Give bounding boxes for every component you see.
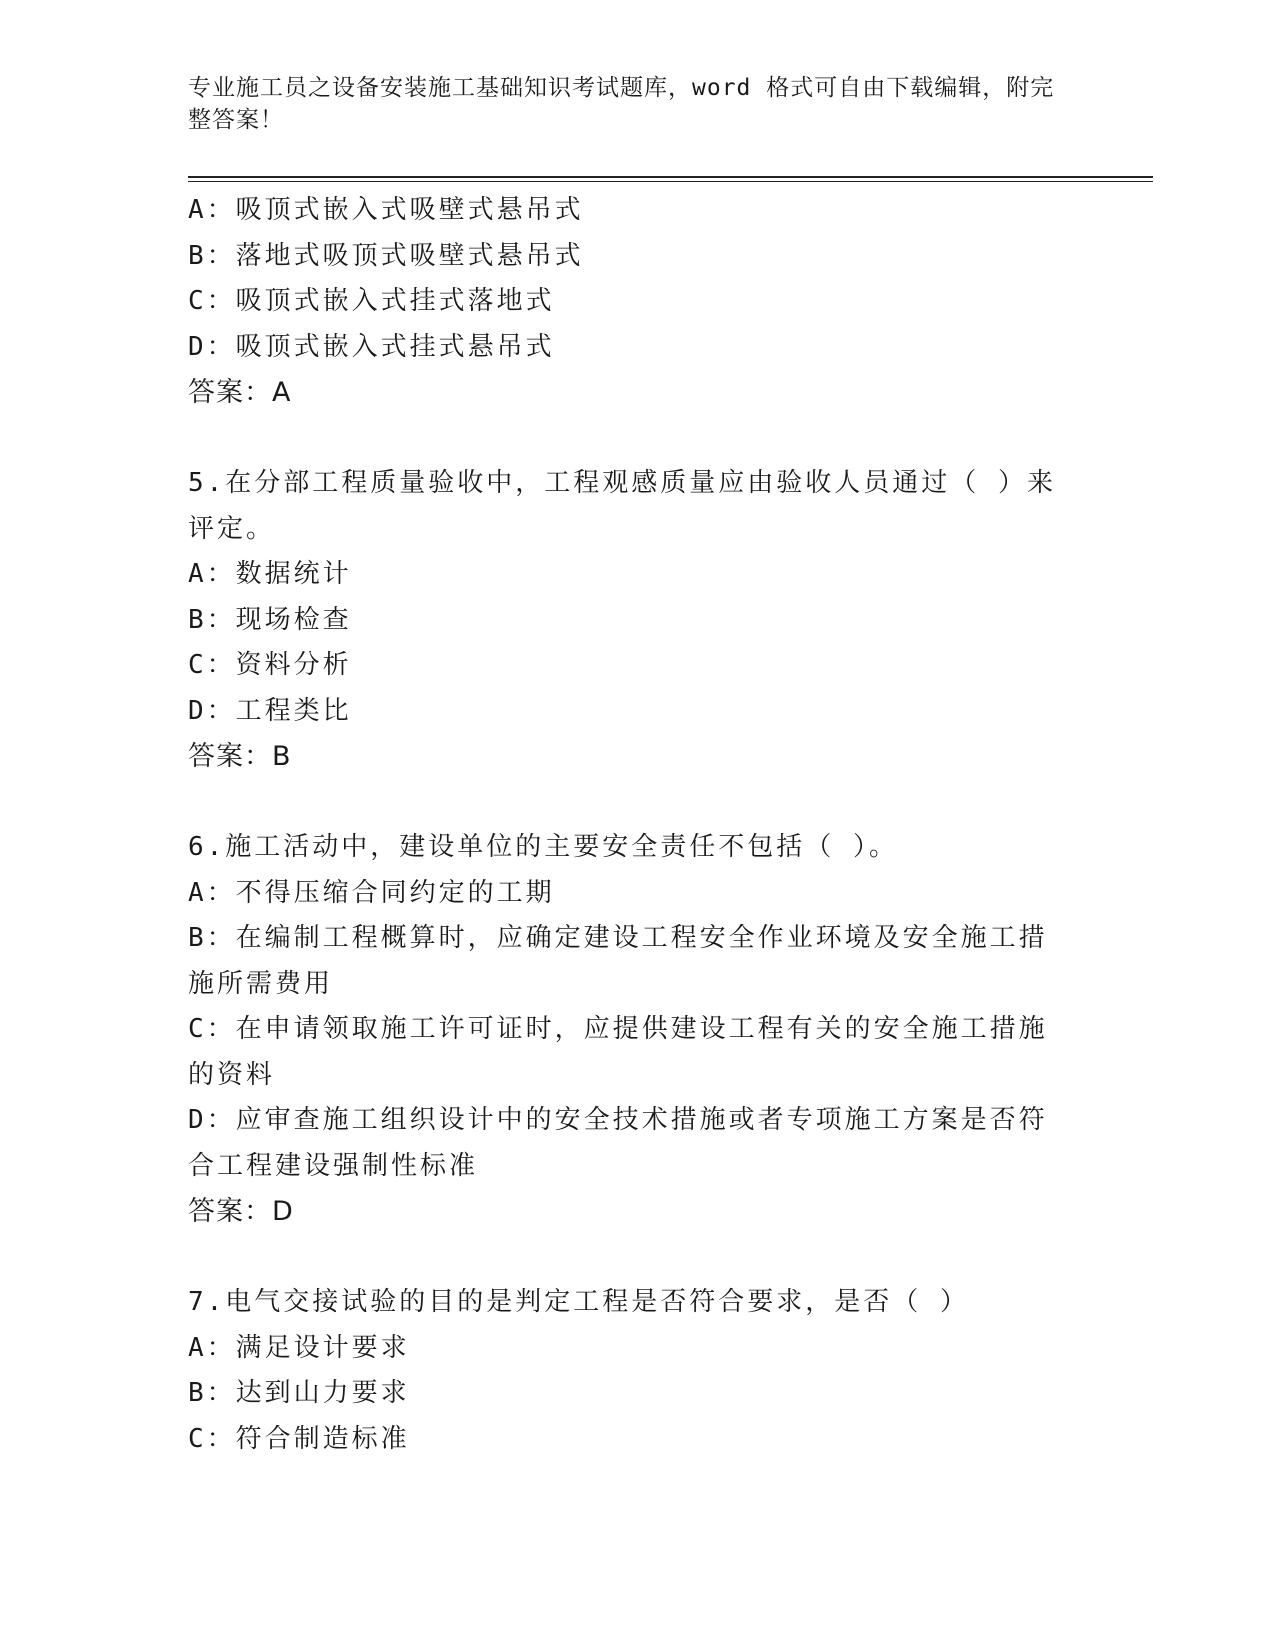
document-header: [188, 72, 1068, 136]
spacer: [188, 416, 1068, 462]
option-c: C：符合制造标准: [188, 1423, 410, 1454]
question-4: [188, 188, 1068, 416]
question-6: [188, 825, 1068, 1235]
option-c: C：在申请领取施工许可证时，应提供建设工程有关的安全施工措施的资料: [188, 1014, 1048, 1090]
option-b: B：在编制工程概算时，应确定建设工程安全作业环境及安全施工措施所需费用: [188, 923, 1048, 999]
option-d: D：应审查施工组织设计中的安全技术措施或者专项施工方案是否符合工程建设强制性标准: [188, 1105, 1048, 1181]
question-list: [188, 188, 1068, 1462]
option-b: B：现场检查: [188, 604, 352, 635]
question-5: [188, 461, 1068, 780]
option-c: C：吸顶式嵌入式挂式落地式: [188, 286, 555, 316]
option-d: D：工程类比: [188, 695, 352, 726]
question-7: [188, 1280, 1068, 1462]
option-c: C：资料分析: [188, 650, 352, 680]
question-text: 5.在分部工程质量验收中，工程观感质量应由验收人员通过（ ）来评定。: [188, 468, 1056, 544]
question-text: 7.电气交接试验的目的是判定工程是否符合要求，是否（ ）: [188, 1287, 969, 1317]
option-a: A：不得压缩合同约定的工期: [188, 877, 555, 908]
option-d: D：吸顶式嵌入式挂式悬吊式: [188, 331, 555, 362]
question-text: 6.施工活动中，建设单位的主要安全责任不包括（ ）。: [188, 832, 898, 862]
header-divider-thin: [188, 181, 1153, 182]
option-a: A：满足设计要求: [188, 1332, 410, 1363]
option-a: A：数据统计: [188, 559, 352, 589]
option-a: A：吸顶式嵌入式吸壁式悬吊式: [188, 195, 584, 225]
spacer: [188, 1235, 1068, 1281]
header-title: 专业施工员之设备安装施工基础知识考试题库，word 格式可自由下载编辑，附完整答案！: [188, 75, 1055, 133]
answer-line: 答案：A: [188, 377, 292, 408]
option-b: B：达到山力要求: [188, 1378, 410, 1408]
spacer: [188, 780, 1068, 826]
answer-line: 答案：B: [188, 741, 292, 772]
option-b: B：落地式吸顶式吸壁式悬吊式: [188, 240, 584, 271]
answer-line: 答案：D: [188, 1196, 294, 1227]
header-divider-thick: [188, 176, 1153, 178]
